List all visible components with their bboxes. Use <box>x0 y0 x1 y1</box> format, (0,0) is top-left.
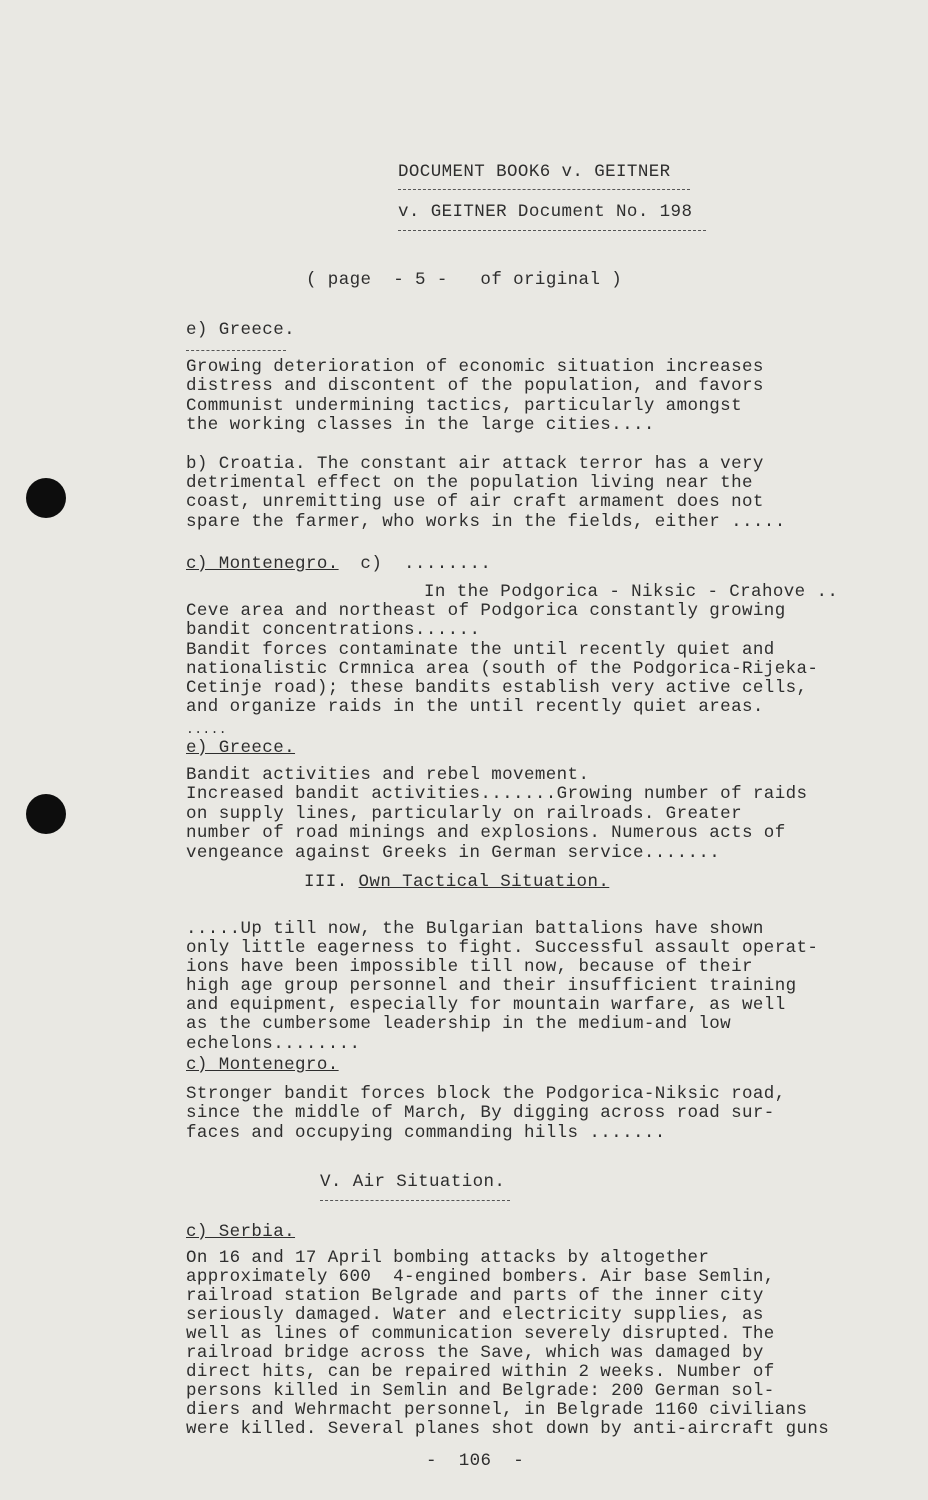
punch-hole <box>26 478 66 518</box>
ellipsis-line: ..... <box>186 722 228 737</box>
header-divider <box>398 230 706 231</box>
paragraph-line: approximately 600 4-engined bombers. Air base Semlin, <box>186 1267 775 1287</box>
header-divider <box>398 189 690 190</box>
paragraph-line: and organize raids in the until recently quiet areas. <box>186 697 764 717</box>
paragraph-line: Cetinje road); these bandits establish very active cells, <box>186 678 808 698</box>
paragraph-line: the working classes in the large cities.... <box>186 415 655 435</box>
paragraph-line: direct hits, can be repaired within 2 weeks. Number of <box>186 1362 775 1382</box>
paragraph-line: distress and discontent of the population, and favors <box>186 376 764 396</box>
paragraph-line: .....Up till now, the Bulgarian battalions have shown <box>186 919 764 939</box>
paragraph-line: persons killed in Semlin and Belgrade: 200 German sol- <box>186 1381 775 1401</box>
document-book-title: DOCUMENT BOOK6 v. GEITNER <box>398 162 671 182</box>
paragraph-line: seriously damaged. Water and electricity supplies, as <box>186 1305 764 1325</box>
paragraph-line: On 16 and 17 April bombing attacks by altogether <box>186 1248 710 1268</box>
original-page-note: ( page - 5 - of original ) <box>306 270 623 290</box>
heading-underline <box>186 350 286 351</box>
section-heading-greece: e) Greece. <box>186 320 296 340</box>
paragraph-line: spare the farmer, who works in the fields, either ..... <box>186 512 786 532</box>
heading-text: Own Tactical Situation. <box>358 872 610 892</box>
paragraph-line: faces and occupying commanding hills ....... <box>186 1123 666 1143</box>
paragraph-line: number of road minings and explosions. Numerous acts of <box>186 823 786 843</box>
punch-hole <box>26 794 66 834</box>
paragraph-line: ions have been impossible till now, because of their <box>186 957 753 977</box>
paragraph-line: vengeance against Greeks in German service....... <box>186 843 721 863</box>
paragraph-line: Increased bandit activities.......Growing number of raids <box>186 784 808 804</box>
heading-prefix: III. <box>304 872 359 892</box>
paragraph-line: b) Croatia. The constant air attack terror has a very <box>186 454 764 474</box>
heading-suffix: c) ........ <box>338 554 492 574</box>
paragraph-line: Communist undermining tactics, particularly amongst <box>186 396 742 416</box>
paragraph-line: nationalistic Crmnica area (south of the Podgorica-Rijeka- <box>186 659 819 679</box>
section-heading-montenegro <box>186 555 491 574</box>
paragraph-line: railroad station Belgrade and parts of the inner city <box>186 1286 764 1306</box>
paragraph-line: detrimental effect on the population living near the <box>186 473 753 493</box>
section-heading-serbia: c) Serbia. <box>186 1222 296 1242</box>
paragraph-line: coast, unremitting use of air craft armament does not <box>186 492 764 512</box>
section-heading-greece: e) Greece. <box>186 738 296 758</box>
heading-text: c) Montenegro. <box>186 554 339 574</box>
heading-underline <box>320 1200 510 1201</box>
paragraph-line: diers and Wehrmacht personnel, in Belgrade 1160 civilians <box>186 1400 808 1420</box>
paragraph-line: In the Podgorica - Niksic - Crahove .. <box>424 582 839 602</box>
paragraph-line: railroad bridge across the Save, which was damaged by <box>186 1343 764 1363</box>
document-number: v. GEITNER Document No. 198 <box>398 202 693 222</box>
paragraph-line: Growing deterioration of economic situation increases <box>186 357 764 377</box>
paragraph-line: on supply lines, particularly on railroads. Greater <box>186 804 742 824</box>
paragraph-line: Ceve area and northeast of Podgorica constantly growing <box>186 601 786 621</box>
paragraph-line: and equipment, especially for mountain warfare, as well <box>186 995 786 1015</box>
paragraph-line: Bandit forces contaminate the until recently quiet and <box>186 640 775 660</box>
paragraph-line: only little eagerness to fight. Successful assault operat- <box>186 938 819 958</box>
section-heading-air: V. Air Situation. <box>320 1172 506 1192</box>
paragraph-line: well as lines of communication severely disrupted. The <box>186 1324 775 1344</box>
paragraph-line: echelons........ <box>186 1034 361 1054</box>
paragraph-line: high age group personnel and their insufficient training <box>186 976 797 996</box>
paragraph-line: bandit concentrations...... <box>186 620 481 640</box>
paragraph-line: Bandit activities and rebel movement. <box>186 765 590 785</box>
paragraph-line: since the middle of March, By digging across road sur- <box>186 1103 775 1123</box>
paragraph-line: were killed. Several planes shot down by anti-aircraft guns <box>186 1419 830 1439</box>
section-heading-tactical <box>304 873 609 892</box>
paragraph-line: as the cumbersome leadership in the medium-and low <box>186 1014 732 1034</box>
paragraph-line: Stronger bandit forces block the Podgorica-Niksic road, <box>186 1084 786 1104</box>
section-heading-montenegro: c) Montenegro. <box>186 1055 339 1075</box>
page-number: - 106 - <box>426 1451 525 1471</box>
